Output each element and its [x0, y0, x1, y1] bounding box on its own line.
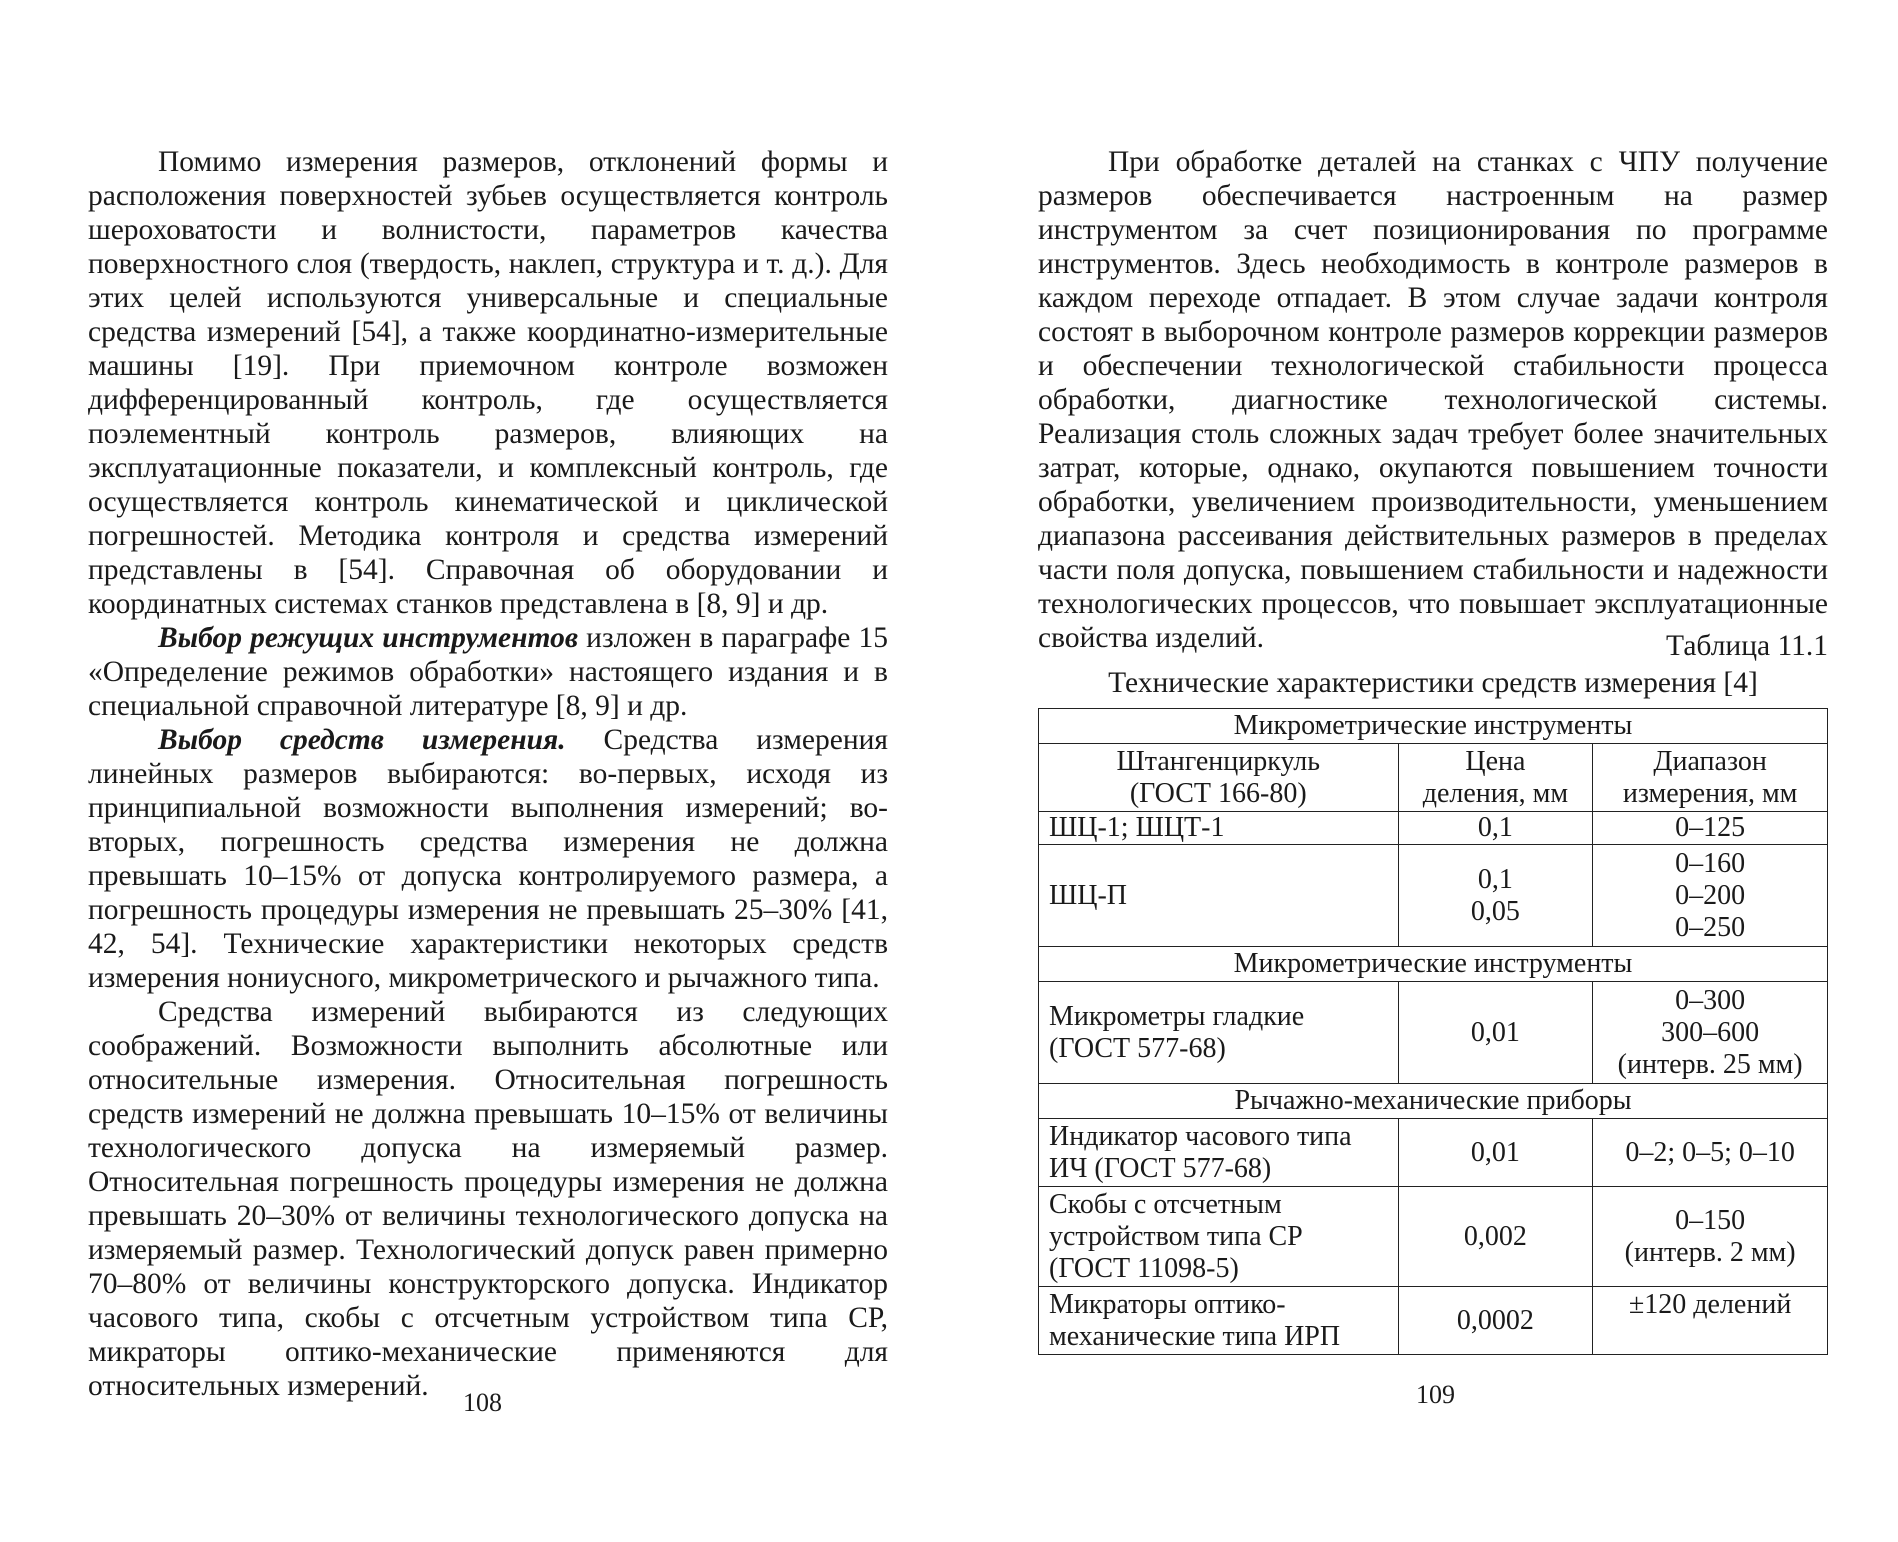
header-col3 [1593, 744, 1828, 812]
table-section-row [1039, 709, 1828, 744]
row5-range-2: (интерв. 2 мм) [1624, 1236, 1796, 1268]
row2-price [1398, 845, 1593, 947]
row2-name: ШЦ-П [1039, 845, 1399, 947]
row2-range-3: 0–250 [1675, 911, 1746, 943]
paragraph-right: При обработке деталей на станках с ЧПУ получение размеров обеспечивается настроенным на размер инструментом за счет позиционирования по программе инструментов. Здесь необходимость в контроле размеров в каждом переходе отпадает. В этом случае задачи контроля состоят в выборочном контроле размеров коррекции размеров и обеспечении технологической стабильности процесса обработки, диагностике технологической системы. Реализация столь сложных задач требует более значительных затрат, которые, однако, окупаются повышением точности обработки, увеличением производительности, уменьшением диапазона рассеивания действительных размеров в пределах части поля допуска, повышением стабильности и надежности технологических процессов, что повышает эксплуатационные свойства изделий. [1038, 146, 1828, 654]
row6-price: 0,0002 [1398, 1287, 1593, 1355]
row4-name [1039, 1119, 1399, 1187]
table-row [1039, 1187, 1828, 1287]
right-page-body [1038, 145, 1828, 655]
header-col2 [1398, 744, 1593, 812]
paragraph-4: Средства измерений выбираются из следующих соображений. Возможности выполнить абсолютные или относительные измерения. Относительная погрешность средств измерений не должна превышать 10–15% от величины технологического допуска на измеряемый размер. Относительная погрешность процедуры измерения не должна превышать 20–30% от величины технологического допуска на измеряемый размер. Технологический допуск равен примерно 70–80% от величины конструкторского допуска. Индикатор часового типа, скобы с отсчетным устройством типа СР, микраторы оптико-механические применяются для относительных измерений. [88, 996, 888, 1402]
page-number-left: 108 [463, 1388, 502, 1417]
row4-name-2: ИЧ (ГОСТ 577-68) [1049, 1152, 1272, 1184]
table-row [1039, 1119, 1828, 1187]
paragraph-3-text: Средства измерения линейных размеров выбираются: во-первых, исходя из принципиальной возможности выполнения измерений; во-вторых, погрешность средства измерения не должна превышать 10–15% от допуска контролируемого размера, а погрешность процедуры измерения не превышать 25–30% [41, 42, 54]. Технические характеристики некоторых средств измерения нониусного, микрометрического и рычажного типа. [88, 724, 888, 994]
table-row [1039, 1287, 1828, 1355]
header-col1-line1: Штангенциркуль [1116, 745, 1320, 777]
table-section-3: Рычажно-механические приборы [1039, 1084, 1828, 1119]
row4-price: 0,01 [1398, 1119, 1593, 1187]
header-col1 [1039, 744, 1399, 812]
row3-name-2: (ГОСТ 577-68) [1049, 1032, 1226, 1064]
table-section-row [1039, 1084, 1828, 1119]
paragraph-1: Помимо измерения размеров, отклонений формы и расположения поверхностей зубьев осуществляется контроль шероховатости и волнистости, параметров качества поверхностного слоя (твердость, наклеп, структура и т. д.). Для этих целей используются универсальные и специальные средства измерений [54], а также координатно-измерительные машины [19]. При приемочном контроле возможен дифференцированный контроль, где осуществляется поэлементный контроль размеров, влияющих на эксплуатационные показатели, и комплексный контроль, где осуществляется контроль кинематической и циклической погрешностей. Методика контроля и средства измерений представлены в [54]. Справочная об оборудовании и координатных системах станков представлена в [8, 9] и др. [88, 146, 888, 620]
table-title: Технические характеристики средств измерения [4] [1108, 667, 1758, 699]
table-label: Таблица 11.1 [1666, 630, 1828, 662]
row3-range [1593, 982, 1828, 1084]
row6-range: ±120 делений [1593, 1287, 1828, 1355]
spec-table [1038, 708, 1828, 1355]
row3-name-1: Микрометры гладкие [1049, 1000, 1305, 1032]
row6-name-1: Микраторы оптико- [1049, 1288, 1286, 1320]
table-section-1: Микрометрические инструменты [1039, 709, 1828, 744]
row3-range-1: 0–300 [1675, 984, 1746, 1016]
row2-range-2: 0–200 [1675, 879, 1746, 911]
paragraph-3-heading: Выбор средств измерения. [158, 724, 566, 756]
header-col3-line2: измерения, мм [1622, 777, 1798, 809]
row6-name [1039, 1287, 1399, 1355]
row3-price: 0,01 [1398, 982, 1593, 1084]
header-col2-line1: Цена [1465, 745, 1526, 777]
row4-range: 0–2; 0–5; 0–10 [1593, 1119, 1828, 1187]
paragraph-2-text: изложен в параграфе 15 «Определение режимов обработки» настоящего издания и в специальной справочной литературе [8, 9] и др. [88, 622, 889, 722]
row1-range: 0–125 [1593, 812, 1828, 845]
row5-name-2: устройством типа СР [1049, 1220, 1303, 1252]
row2-price-1: 0,1 [1477, 863, 1513, 895]
table-row [1039, 982, 1828, 1084]
row3-range-3: (интерв. 25 мм) [1617, 1048, 1803, 1080]
table-row [1039, 812, 1828, 845]
row5-range [1593, 1187, 1828, 1287]
row3-name [1039, 982, 1399, 1084]
page-number-right: 109 [1416, 1380, 1455, 1409]
row4-name-1: Индикатор часового типа [1049, 1120, 1352, 1152]
table-header-row [1039, 744, 1828, 812]
header-col1-line2: (ГОСТ 166-80) [1129, 777, 1307, 809]
paragraph-2-heading: Выбор режущих инструментов [158, 622, 579, 654]
table-section-row [1039, 947, 1828, 982]
row2-range [1593, 845, 1828, 947]
row5-name [1039, 1187, 1399, 1287]
header-col3-line1: Диапазон [1653, 745, 1767, 777]
row6-name-2: механические типа ИРП [1049, 1320, 1341, 1352]
paragraph-2 [88, 621, 888, 723]
left-page-body [88, 145, 888, 1403]
table-section-2: Микрометрические инструменты [1039, 947, 1828, 982]
paragraph-3 [88, 723, 888, 995]
row2-price-2: 0,05 [1470, 895, 1520, 927]
header-col2-line2: деления, мм [1422, 777, 1569, 809]
row5-range-1: 0–150 [1675, 1204, 1746, 1236]
table-row [1039, 845, 1828, 947]
row5-name-3: (ГОСТ 11098-5) [1049, 1252, 1239, 1284]
row5-price: 0,002 [1398, 1187, 1593, 1287]
row1-name: ШЦ-1; ШЦТ-1 [1039, 812, 1399, 845]
row1-price: 0,1 [1398, 812, 1593, 845]
row3-range-2: 300–600 [1661, 1016, 1760, 1048]
row5-name-1: Скобы с отсчетным [1049, 1188, 1282, 1220]
row2-range-1: 0–160 [1675, 847, 1746, 879]
